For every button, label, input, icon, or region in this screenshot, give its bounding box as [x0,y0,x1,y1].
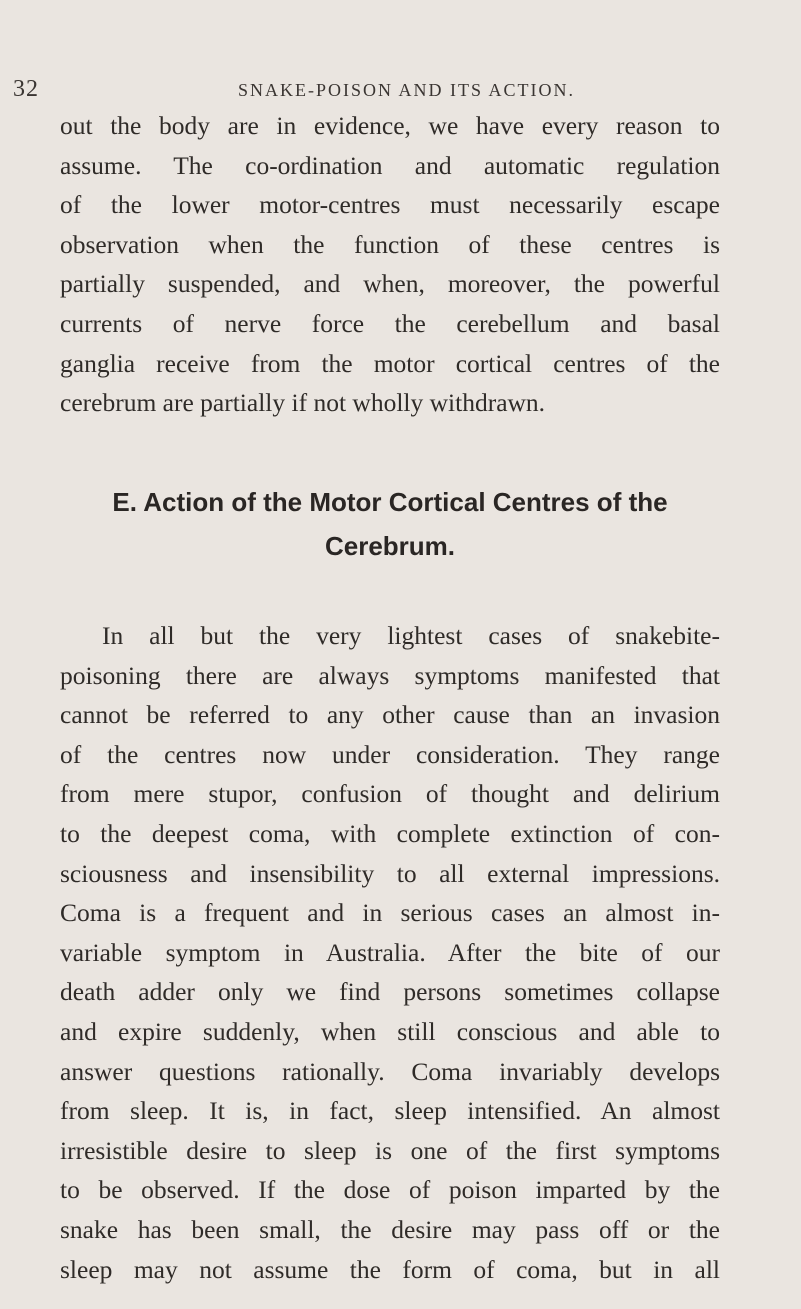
text-line: cannot be referred to any other cause than an invasion [60,700,720,730]
text-line: sleep may not assume the form of coma, but in all [60,1254,720,1284]
text-line: of the centres now under consideration. They range [60,739,720,769]
text-line: poisoning there are always symptoms manifested that [60,660,720,690]
text-line: to be observed. If the dose of poison imparted by the [60,1175,720,1205]
text-line: answer questions rationally. Coma invariably develops [60,1056,720,1086]
text-line: In all but the very lightest cases of snakebite- [102,621,720,650]
text-line: from sleep. It is, in fact, sleep intensified. An almost [60,1096,720,1126]
section-heading-line-1: E. Action of the Motor Cortical Centres of the [112,487,668,517]
section-heading [60,480,720,568]
text-line: Coma is a frequent and in serious cases an almost in- [60,898,720,928]
text-line: cerebrum are partially if not wholly withdrawn. [60,388,546,418]
text-line: death adder only we find persons sometimes collapse [60,977,720,1007]
section-heading-line-2: Cerebrum. [324,531,456,561]
text-line: and expire suddenly, when still conscious and able to [60,1016,720,1046]
text-line: ganglia receive from the motor cortical centres of the [60,348,720,378]
page-number: 32 [13,76,39,102]
text-line: assume. The co-ordination and automatic regulation [60,150,720,180]
text-line: out the body are in evidence, we have every reason to [60,111,720,140]
text-line: from mere stupor, confusion of thought and delirium [60,779,720,809]
text-line: observation when the function of these centres is [60,229,720,259]
text-line: variable symptom in Australia. After the bite of our [60,937,720,967]
text-line: currents of nerve force the cerebellum and basal [60,308,720,338]
paragraph-continued [60,106,720,423]
text-line: partially suspended, and when, moreover, the powerful [60,269,720,299]
paragraph-action-of-motor-centres [60,616,720,1289]
text-line: sciousness and insensibility to all external impressions. [60,858,720,888]
text-line: to the deepest coma, with complete extinction of con- [60,818,720,848]
text-line: snake has been small, the desire may pass off or the [60,1214,720,1244]
text-line: of the lower motor-centres must necessarily escape [60,190,720,220]
running-head: SNAKE-POISON AND ITS ACTION. [238,80,576,100]
text-line: irresistible desire to sleep is one of the first symptoms [60,1135,720,1165]
